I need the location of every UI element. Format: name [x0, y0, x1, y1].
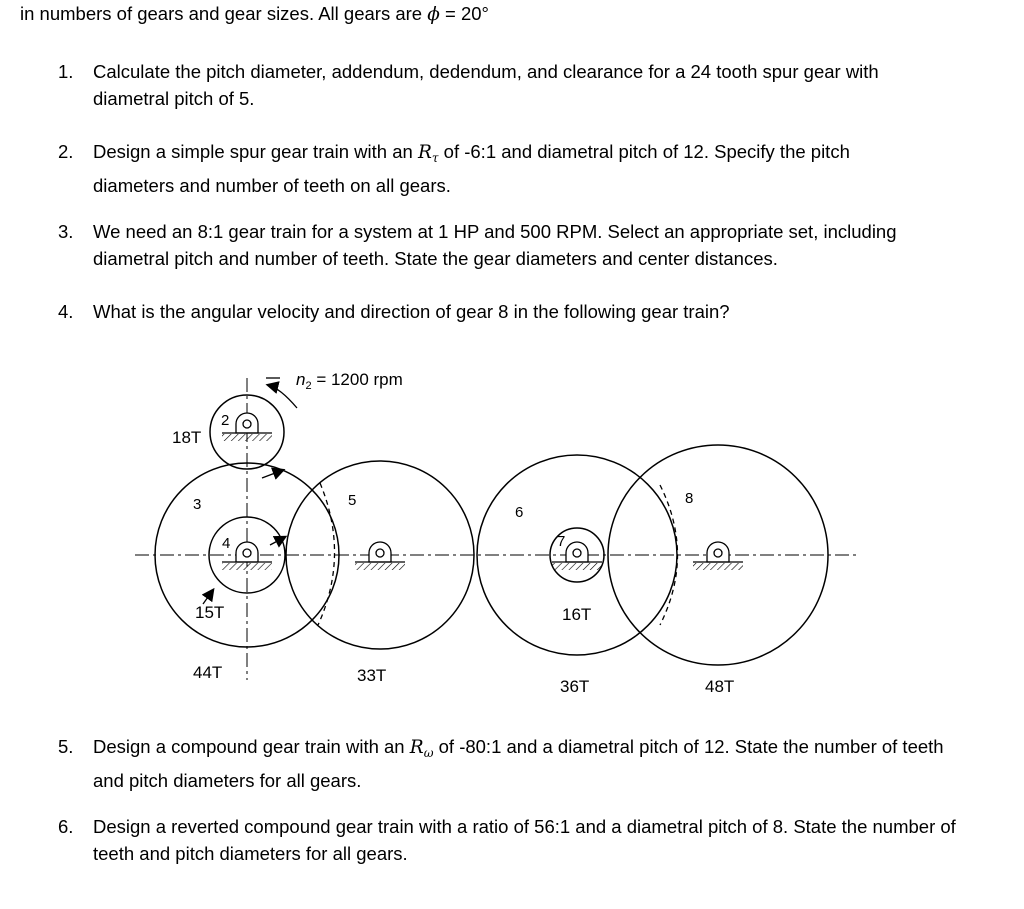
question-text-after: of -6:1 and diametral pitch of 12. Specify the pitch diameters and number of teeth on all gears.: [93, 141, 850, 196]
gear-number-3: 3: [193, 496, 202, 513]
question-text: We need an 8:1 gear train for a system at 1 HP and 500 RPM. Select an appropriate set, including diametral pitch and number of teeth. State the gear diameters and center distances.: [93, 221, 897, 269]
question-number: 4.: [58, 301, 74, 322]
question-text: What is the angular velocity and direction of gear 8 in the following gear train?: [93, 301, 730, 322]
gear-number-5: 5: [348, 492, 357, 509]
teeth-label-36T: 36T: [560, 677, 590, 696]
question-text-before: Design a compound gear train with an: [93, 736, 410, 757]
ratio-subscript: ω: [423, 746, 434, 760]
question-number: 6.: [58, 816, 74, 837]
bearing-gear-2: [222, 413, 272, 441]
question-number: 5.: [58, 736, 74, 757]
bearing-gear-8: [693, 542, 743, 570]
gear-number-8: 8: [685, 490, 694, 507]
ratio-variable: R: [417, 142, 432, 163]
gear-number-4: 4: [222, 535, 231, 552]
gear-number-2: 2: [221, 412, 230, 429]
teeth-label-48T: 48T: [705, 677, 735, 696]
ratio-subscript: τ: [431, 151, 439, 165]
speed-label: $n_2 = 1200$ rpm: [296, 370, 403, 392]
question-number: 1.: [58, 61, 74, 82]
bearing-gear-5: [355, 542, 405, 570]
question-text-after: of -80:1 and a diametral pitch of 12. State the number of teeth and pitch diameters for all gears.: [93, 736, 944, 791]
phi-symbol: ϕ: [427, 4, 440, 25]
pitch-arc-4: [318, 483, 335, 625]
gear-number-7: 7: [557, 533, 566, 550]
question-number: 3.: [58, 221, 74, 242]
question-text: Design a reverted compound gear train with a ratio of 56:1 and a diametral pitch of 8. State the number of teeth and pitch diameters for all gears.: [93, 816, 956, 864]
teeth-label-15T: 15T: [195, 603, 225, 622]
question-number: 2.: [58, 141, 74, 162]
teeth-label-44T: 44T: [193, 663, 223, 682]
question-text: Calculate the pitch diameter, addendum, dedendum, and clearance for a 24 tooth spur gear with diametral pitch of 5.: [93, 61, 879, 109]
gear-number-6: 6: [515, 504, 524, 521]
intro-text: in numbers of gears and gear sizes. All gears are: [20, 3, 428, 24]
arrow-15T: [203, 590, 213, 604]
question-text-before: Design a simple spur gear train with an: [93, 141, 418, 162]
teeth-label-18T: 18T: [172, 428, 202, 447]
arrow-gear-3: [262, 470, 283, 478]
ratio-variable: R: [409, 737, 424, 758]
teeth-label-16T: 16T: [562, 605, 592, 624]
intro-equals: =: [439, 3, 461, 24]
teeth-label-33T: 33T: [357, 666, 387, 685]
pressure-angle: 20°: [460, 3, 489, 24]
